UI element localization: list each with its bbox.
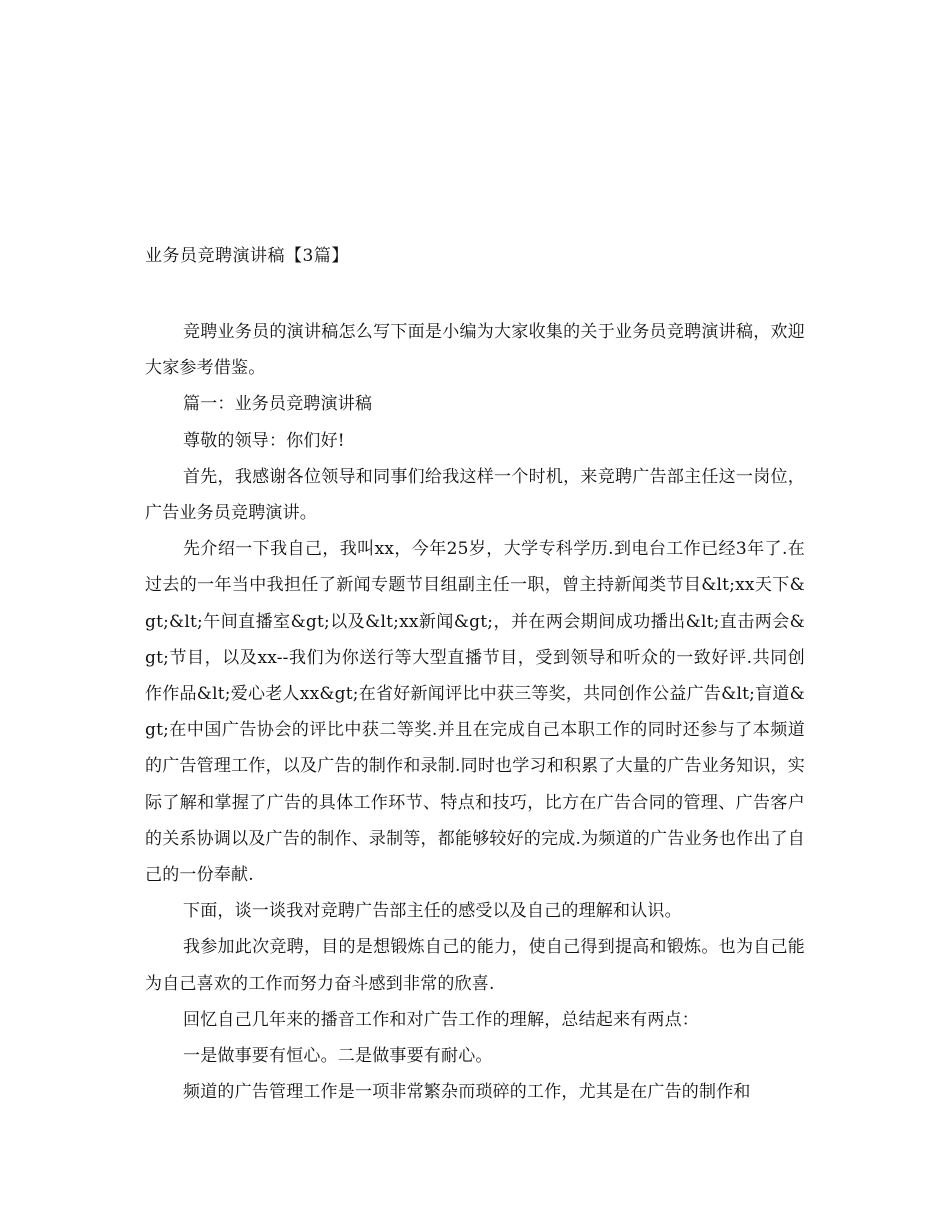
paragraph-greeting: 尊敬的领导：你们好!	[183, 430, 345, 451]
paragraph-intro: 竞聘业务员的演讲稿怎么写下面是小编为大家收集的关于业务员竞聘演讲稿，欢迎大家参考借鉴。	[145, 322, 805, 379]
paragraph-self-introduction: 先介绍一下我自己，我叫xx，今年25岁，大学专科学历.到电台工作已经3年了.在过去的一年当中我担任了新闻专题节目组副主任一职，曾主持新闻类节目&lt;xx天下&gt;&lt;午间直播室&gt;以及&lt;xx新闻&gt;，并在两会期间成功播出&lt;直击两会&gt;节目，以及xx--我们为你送行等大型直播节目，受到领导和听众的一致好评.共同创作作品&lt;爱心老人xx&gt;在省好新闻评比中获三等奖，共同创作公益广告&lt;盲道&gt;在中国广告协会的评比中获二等奖.并且在完成自己本职工作的同时还参与了本频道的广告管理工作，以及广告的制作和录制.同时也学习和积累了大量的广告业务知识，实际了解和掌握了广告的具体工作环节、特点和技巧，比方在广告合同的管理、广告客户的关系协调以及广告的制作、录制等，都能够较好的完成.为频道的广告业务也作出了自己的一份奉献.	[145, 539, 805, 886]
paragraph-purpose: 我参加此次竞聘，目的是想锻炼自己的能力，使自己得到提高和锻炼。也为自己能为自己喜欢的工作而努力奋斗感到非常的欣喜.	[145, 937, 805, 994]
paragraph-ad-management: 频道的广告管理工作是一项非常繁杂而琐碎的工作，尤其是在广告的制作和	[183, 1082, 751, 1103]
paragraph-section-heading: 篇一：业务员竞聘演讲稿	[183, 394, 373, 415]
paragraph-transition: 下面，谈一谈我对竞聘广告部主任的感受以及自己的理解和认识。	[183, 901, 682, 922]
paragraph-two-points: 一是做事要有恒心。二是做事要有耐心。	[183, 1046, 493, 1067]
paragraph-thanks: 首先，我感谢各位领导和同事们给我这样一个时机，来竞聘广告部主任这一岗位，广告业务员竞聘演讲。	[145, 466, 805, 524]
document-body	[145, 314, 805, 1110]
paragraph-reflection: 回忆自己几年来的播音工作和对广告工作的理解，总结起来有两点：	[183, 1009, 699, 1030]
document-title: 业务员竞聘演讲稿【3篇】	[145, 246, 349, 266]
